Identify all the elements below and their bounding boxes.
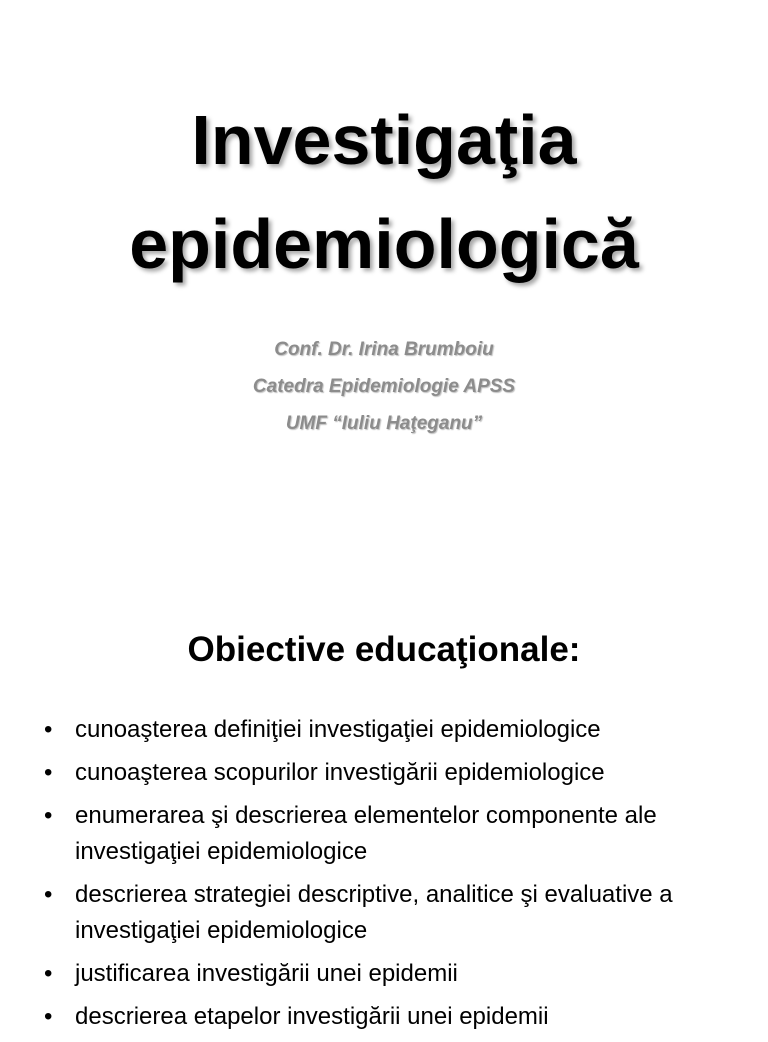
slide-title-line-1: Investigaţia [191, 101, 577, 179]
slide-title-line-2: epidemiologică [129, 205, 639, 283]
author-name: Conf. Dr. Irina Brumboiu [274, 339, 494, 360]
list-item-text: justificarea investigării unei epidemii [75, 960, 458, 987]
objectives-heading: Obiective educaţionale: [187, 630, 581, 669]
bullet-icon: • [44, 716, 53, 743]
list-item-text: enumerarea şi descrierea elementelor componente ale investigaţiei epidemiologice [75, 802, 657, 865]
slide-title [0, 88, 768, 296]
department-name: Catedra Epidemiologie APSS [252, 376, 516, 397]
list-item-text: descrierea strategiei descriptive, analitice şi evaluative a investigaţiei epidemiologice [75, 881, 673, 944]
bullet-icon: • [44, 881, 53, 908]
list-item [44, 798, 734, 870]
list-item [44, 755, 734, 791]
bullet-icon: • [44, 759, 53, 786]
bullet-icon: • [44, 802, 53, 829]
list-item [44, 712, 734, 748]
bullet-icon: • [44, 960, 53, 987]
objectives-slide [0, 560, 768, 1030]
bullet-icon: • [44, 1003, 53, 1030]
objectives-list [44, 712, 734, 1042]
slide-subtitle [0, 331, 768, 442]
list-item [44, 877, 734, 949]
list-item-text: cunoaşterea definiţiei investigaţiei epidemiologice [75, 716, 601, 743]
list-item [44, 956, 734, 992]
list-item [44, 999, 734, 1035]
list-item-text: descrierea etapelor investigării unei epidemii [75, 1003, 549, 1030]
university-name: UMF “Iuliu Haţeganu” [285, 413, 483, 434]
list-item-text: cunoaşterea scopurilor investigării epidemiologice [75, 759, 605, 786]
